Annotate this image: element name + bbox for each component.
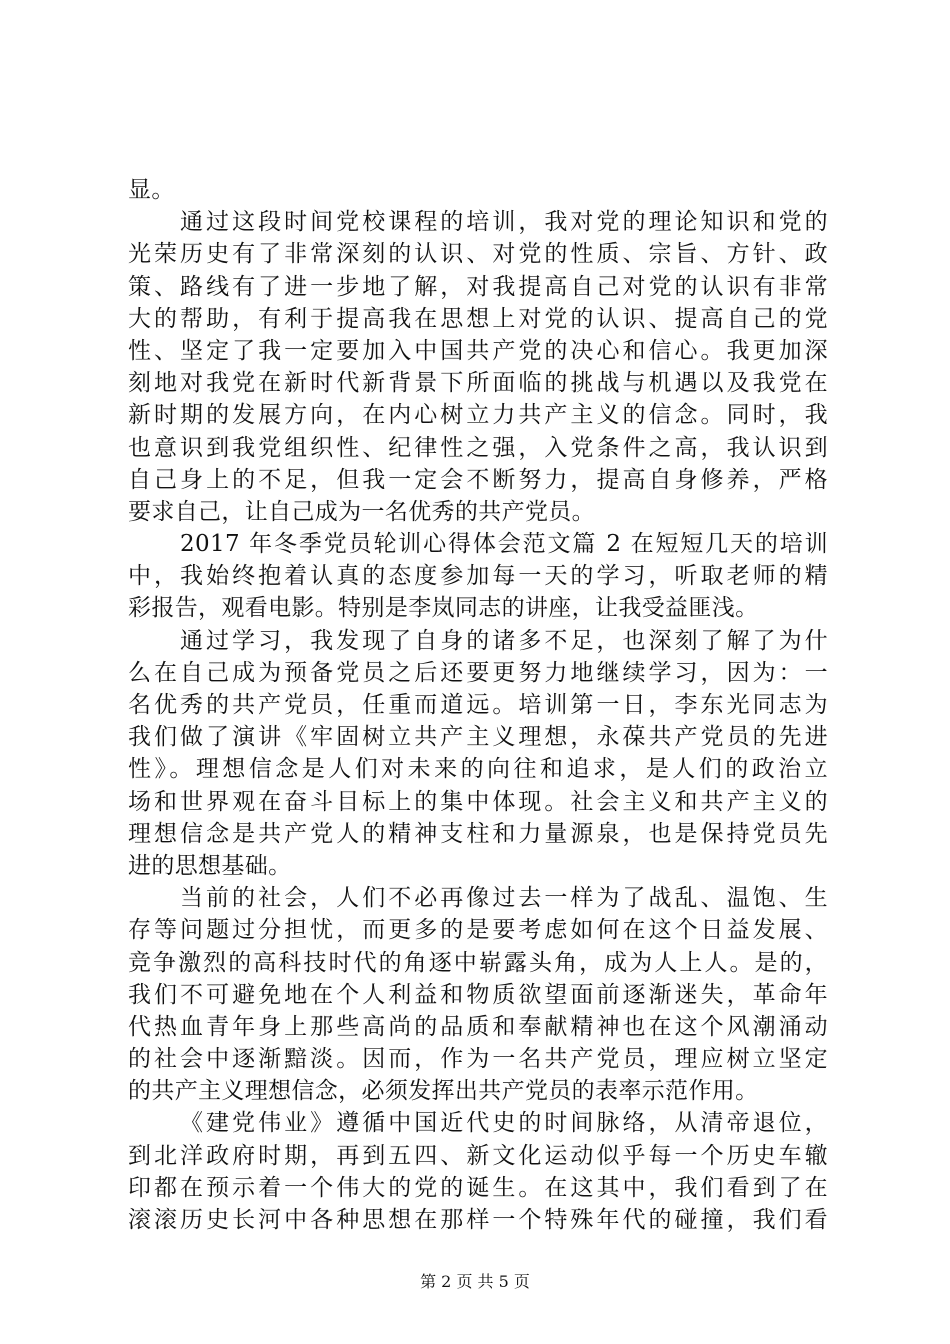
text-line: 场和世界观在奋斗目标上的集中体现。社会主义和共产主义的 [128,788,828,815]
text-line: 性》。理想信念是人们对未来的向往和追求，是人们的政治立 [128,756,828,783]
text-line: 到北洋政府时期，再到五四、新文化运动似乎每一个历史车辙 [128,1142,828,1169]
text-line: 刻地对我党在新时代新背景下所面临的挑战与机遇以及我党在 [128,370,828,397]
text-line: 也意识到我党组织性、纪律性之强，入党条件之高，我认识到 [128,434,828,461]
text-line: 大的帮助，有利于提高我在思想上对党的认识、提高自己的党 [128,305,828,332]
paragraph-first-line: 通过这段时间党校课程的培训，我对党的理论知识和党的 [180,209,828,236]
paragraph-first-line: 2017 年冬季党员轮训心得体会范文篇 2 在短短几天的培训 [180,531,828,558]
text-line: 光荣历史有了非常深刻的认识、对党的性质、宗旨、方针、政 [128,241,828,268]
text-line: 的社会中逐渐黯淡。因而，作为一名共产党员，理应树立坚定 [128,1046,828,1073]
text-line: 策、路线有了进一步地了解，对我提高自己对党的认识有非常 [128,273,828,300]
text-line: 显。 [128,177,175,203]
text-line: 进的思想基础。 [128,852,292,879]
text-line: 竞争激烈的高科技时代的角逐中崭露头角，成为人上人。是的， [128,949,828,976]
text-line: 的共产主义理想信念，必须发挥出共产党员的表率示范作用。 [128,1078,759,1105]
paragraph-first-line: 《建党伟业》遵循中国近代史的时间脉络，从清帝退位， [180,1110,828,1137]
text-line: 性、坚定了我一定要加入中国共产党的决心和信心。我更加深 [128,337,828,364]
text-line: 新时期的发展方向，在内心树立力共产主义的信念。同时，我 [128,402,828,429]
text-line: 滚滚历史长河中各种思想在那样一个特殊年代的碰撞，我们看 [128,1207,828,1233]
text-line: 理想信念是共产党人的精神支柱和力量源泉，也是保持党员先 [128,820,828,847]
text-line: 我们做了演讲《牢固树立共产主义理想，永葆共产党员的先进 [128,724,828,751]
page-number-footer: 第 2 页 共 5 页 [420,1272,530,1291]
paragraph-first-line: 通过学习，我发现了自身的诸多不足，也深刻了解了为什 [180,627,828,654]
text-line: 印都在预示着一个伟大的党的诞生。在这其中，我们看到了在 [128,1174,828,1201]
paragraph-first-line: 当前的社会，人们不必再像过去一样为了战乱、温饱、生 [180,885,828,912]
text-line: 名优秀的共产党员，任重而道远。培训第一日，李东光同志为 [128,692,828,718]
text-line: 自己身上的不足，但我一定会不断努力，提高自身修养，严格 [128,466,828,493]
body-text [128,174,828,1236]
text-line: 存等问题过分担忧，而更多的是要考虑如何在这个日益发展、 [128,917,828,944]
text-line: 彩报告，观看电影。特别是李岚同志的讲座，让我受益匪浅。 [128,595,759,622]
text-line: 么在自己成为预备党员之后还要更努力地继续学习，因为：一 [128,659,828,686]
text-line: 代热血青年身上那些高尚的品质和奉献精神也在这个风潮涌动 [128,1013,828,1040]
text-line: 要求自己，让自己成为一名优秀的共产党员。 [128,498,595,525]
text-line: 我们不可避免地在个人利益和物质欲望面前逐渐迷失，革命年 [128,981,828,1008]
text-line: 中，我始终抱着认真的态度参加每一天的学习，听取老师的精 [128,563,828,590]
